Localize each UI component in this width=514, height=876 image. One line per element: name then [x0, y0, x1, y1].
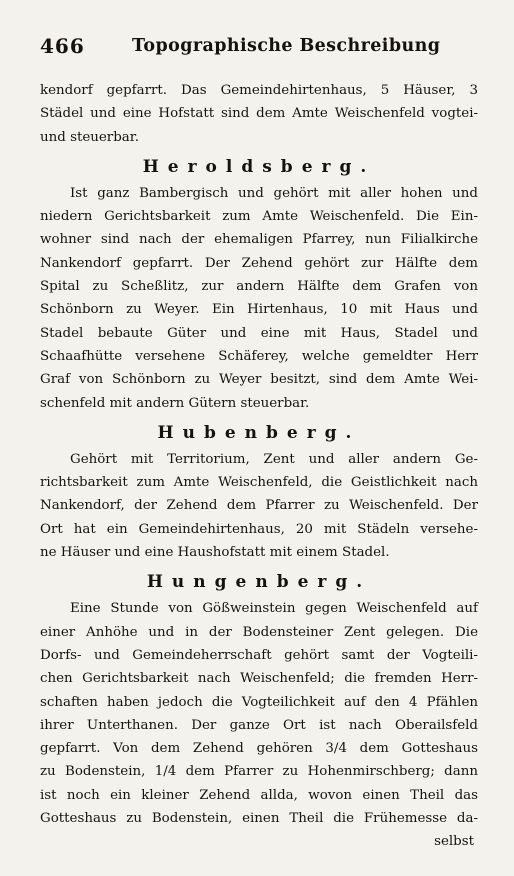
- page-header: [40, 34, 474, 64]
- section-heading-heroldsberg: Heroldsberg.: [142, 156, 376, 177]
- catchword: selbst: [434, 834, 474, 850]
- text-line: kendorf gepfarrt. Das Gemeindehirtenhaus, 5 Häuser, 3: [40, 83, 478, 98]
- text-line: ist noch ein kleiner Zehend allda, wovon einen Theil das: [40, 787, 478, 803]
- text-line: Ort hat ein Gemeindehirtenhaus, 20 mit Städeln versehe-: [40, 521, 478, 537]
- text-line: niedern Gerichtsbarkeit zum Amte Weischenfeld. Die Ein-: [40, 209, 478, 225]
- text-line: Nankendorf gepfarrt. Der Zehend gehört zur Hälfte dem: [40, 255, 478, 271]
- text-line: Gotteshaus zu Bodenstein, einen Theil die Frühemesse da-: [40, 811, 478, 827]
- text-line: wohner sind nach der ehemaligen Pfarrey, nun Filialkirche: [40, 232, 478, 248]
- text-line: richtsbarkeit zum Amte Weischenfeld, die Geistlichkeit nach: [40, 475, 478, 491]
- text-line: chen Gerichtsbarkeit nach Weischenfeld; die fremden Herr-: [40, 671, 478, 687]
- text-line: Schönborn zu Weyer. Ein Hirtenhaus, 10 mit Haus und: [40, 302, 478, 318]
- text-line: Graf von Schönborn zu Weyer besitzt, sind dem Amte Wei-: [40, 372, 478, 388]
- page-body: [40, 79, 478, 853]
- text-line: Gehört mit Territorium, Zent und aller andern Ge-: [70, 451, 478, 467]
- text-line: zu Bodenstein, 1/4 dem Pfarrer zu Hohenmirschberg; dann: [40, 764, 478, 780]
- text-line: ihrer Unterthanen. Der ganze Ort ist nach Oberailsfeld: [40, 717, 478, 733]
- running-head: Topographische Beschreibung: [132, 36, 441, 56]
- text-line: gepfarrt. Von dem Zehend gehören 3/4 dem Gotteshaus: [40, 741, 478, 757]
- text-line: Städel und eine Hofstatt sind dem Amte Weischenfeld vogtei-: [40, 106, 478, 122]
- page-number: 466: [40, 34, 85, 58]
- section-heading-hubenberg: Hubenberg.: [157, 422, 361, 443]
- text-line: schenfeld mit andern Gütern steuerbar.: [40, 395, 310, 411]
- section-heading-hungenberg: Hungenberg.: [146, 572, 372, 593]
- text-line: Spital zu Scheßlitz, zur andern Hälfte dem Grafen von: [40, 279, 478, 295]
- text-line: Eine Stunde von Gößweinstein gegen Weischenfeld auf: [70, 601, 478, 617]
- text-line: Schaafhütte versehene Schäferey, welche gemeldter Herr: [40, 348, 478, 364]
- text-line: einer Anhöhe und in der Bodensteiner Zent gelegen. Die: [40, 624, 478, 640]
- text-line: Nankendorf, der Zehend dem Pfarrer zu Weischenfeld. Der: [40, 498, 478, 514]
- text-line: und steuerbar.: [40, 129, 139, 145]
- text-line: Ist ganz Bambergisch und gehört mit aller hohen und: [70, 185, 478, 201]
- text-line: Dorfs- und Gemeindeherrschaft gehört samt der Vogteili-: [40, 647, 478, 663]
- text-line: Stadel bebaute Güter und eine mit Haus, Stadel und: [40, 325, 478, 341]
- text-line: ne Häuser und eine Haushofstatt mit einem Stadel.: [40, 545, 390, 561]
- text-line: schaften haben jedoch die Vogteilichkeit auf den 4 Pfählen: [40, 694, 478, 710]
